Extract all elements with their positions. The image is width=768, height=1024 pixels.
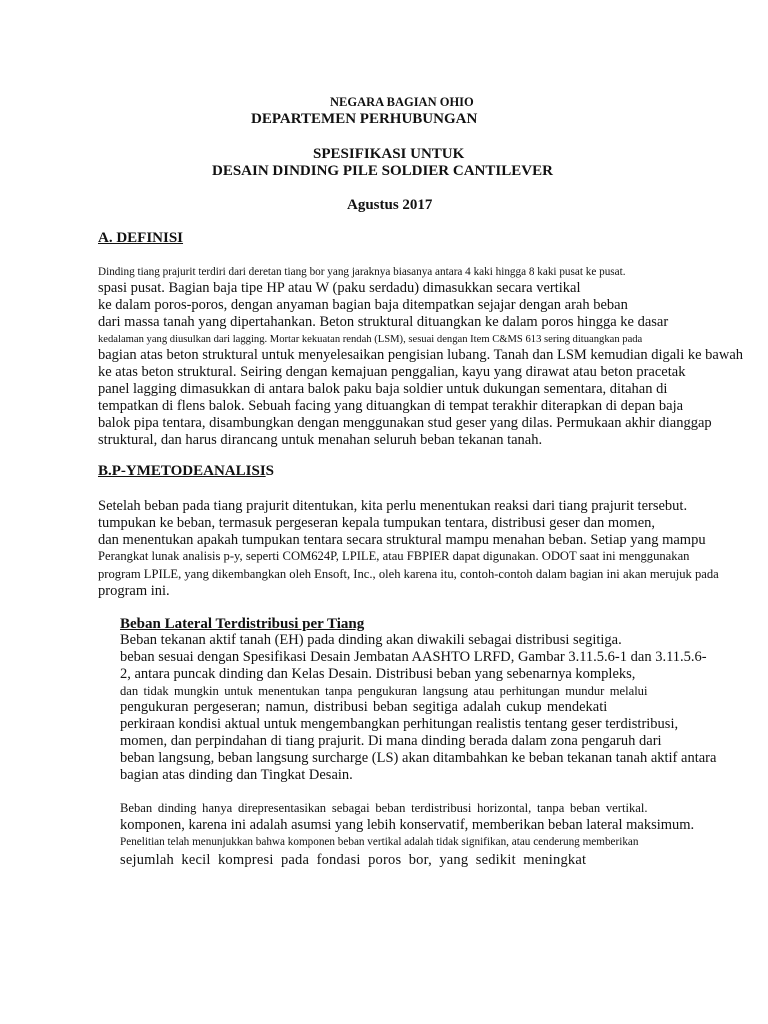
section-b-heading [98, 463, 274, 480]
section-a-line: panel lagging dimasukkan di antara balok paku baja soldier untuk dukungan sementara, ditahan di [98, 381, 668, 397]
section-b-line: program LPILE, yang dikembangkan oleh Ensoft, Inc., oleh karena itu, contoh-contoh dalam bagian ini akan merujuk pada [98, 567, 719, 581]
section-b-heading-underlined: B.P-YMETODEANALISI [98, 463, 266, 479]
subsection-heading-text: Beban Lateral Terdistribusi per Tiang [120, 616, 365, 632]
section-a-line: dari massa tanah yang dipertahankan. Beton struktural dituangkan ke dalam poros hingga ke dasar [98, 314, 669, 330]
section-a-line: tempatkan di flens balok. Sebuah facing yang dituangkan di tempat terakhir diterapkan di depan baja [98, 398, 684, 414]
section-b-heading-tail: S [265, 463, 275, 479]
subsection-p1-line: beban langsung, beban langsung surcharge (LS) akan ditambahkan ke beban tekanan tanah aktif antara [120, 750, 717, 766]
subsection-p2-line: Beban dinding hanya direpresentasikan sebagai beban terdistribusi horizontal, tanpa beban vertikal. [120, 801, 648, 815]
subsection-p1-line: bagian atas dinding dan Tingkat Desain. [120, 767, 353, 783]
section-a-line: Dinding tiang prajurit terdiri dari deretan tiang bor yang jaraknya biasanya antara 4 kaki hingga 8 kaki pusat ke pusat. [98, 266, 626, 278]
subsection-p1-line: 2, antara puncak dinding dan Kelas Desain. Distribusi beban yang sebenarnya kompleks, [120, 666, 636, 682]
subsection-p2-line: Penelitian telah menunjukkan bahwa komponen beban vertikal adalah tidak signifikan, atau cenderung memberikan [120, 836, 639, 848]
section-b-line: dan menentukan apakah tumpukan tentara secara struktural mampu menahan beban. Setiap yang mampu [98, 532, 706, 548]
subsection-p1-line: Beban tekanan aktif tanah (EH) pada dinding akan diwakili sebagai distribusi segitiga. [120, 632, 622, 648]
subsection-p2-line: sejumlah kecil kompresi pada fondasi poros bor, yang sedikit meningkat [120, 852, 587, 868]
subsection-p1-line: dan tidak mungkin untuk menentukan tanpa pengukuran langsung atau perhitungan mundur melalui [120, 684, 648, 698]
section-a-line: struktural, dan harus dirancang untuk menahan seluruh beban tekanan tanah. [98, 432, 543, 448]
section-a-line: kedalaman yang diusulkan dari lagging. Mortar kekuatan rendah (LSM), sesuai dengan Item C&MS 613 sering dituangkan pada [98, 334, 643, 345]
subsection-p1-line: pengukuran pergeseran; namun, distribusi beban segitiga adalah cukup mendekati [120, 699, 608, 715]
section-a-line: ke atas beton struktural. Seiring dengan kemajuan penggalian, kayu yang dirawat atau beton pracetak [98, 364, 686, 380]
section-a-heading-text: A. DEFINISI [98, 230, 184, 246]
section-a-line: spasi pusat. Bagian baja tipe HP atau W (paku serdadu) dimasukkan secara vertikal [98, 280, 581, 296]
section-a-line: balok pipa tentara, disambungkan dengan menggunakan stud geser yang dilas. Permukaan akhir dianggap [98, 415, 712, 431]
section-b-line: program ini. [98, 583, 170, 599]
header-spec-title-2: DESAIN DINDING PILE SOLDIER CANTILEVER [212, 163, 553, 179]
section-b-line: tumpukan ke beban, termasuk pergeseran kepala tumpukan tentara, distribusi geser dan momen, [98, 515, 656, 531]
subsection-heading [120, 616, 370, 633]
header-department: DEPARTEMEN PERHUBUNGAN [251, 111, 478, 127]
section-a-line: ke dalam poros-poros, dengan anyaman bagian baja ditempatkan sejajar dengan arah beban [98, 297, 628, 313]
section-b-line: Perangkat lunak analisis p-y, seperti COM624P, LPILE, atau FBPIER dapat digunakan. ODOT saat ini menggunakan [98, 549, 690, 563]
section-a-heading [98, 230, 191, 247]
header-spec-title-1: SPESIFIKASI UNTUK [313, 146, 465, 162]
subsection-p1-line: perkiraan kondisi aktual untuk mengembangkan perhitungan realistis tentang geser terdistribusi, [120, 716, 679, 732]
section-b-line: Setelah beban pada tiang prajurit ditentukan, kita perlu menentukan reaksi dari tiang prajurit tersebut. [98, 498, 688, 514]
section-a-line: bagian atas beton struktural untuk menyelesaikan pengisian lubang. Tanah dan LSM kemudian digali ke bawah [98, 347, 744, 363]
subsection-p1-line: momen, dan perpindahan di tiang prajurit. Di mana dinding berada dalam zona pengaruh dari [120, 733, 662, 749]
header-date: Agustus 2017 [347, 197, 433, 213]
header-state: NEGARA BAGIAN OHIO [330, 95, 474, 109]
subsection-p2-line: komponen, karena ini adalah asumsi yang lebih konservatif, memberikan beban lateral maksimum. [120, 817, 695, 833]
subsection-p1-line: beban sesuai dengan Spesifikasi Desain Jembatan AASHTO LRFD, Gambar 3.11.5.6-1 dan 3.11.5.6- [120, 649, 707, 665]
